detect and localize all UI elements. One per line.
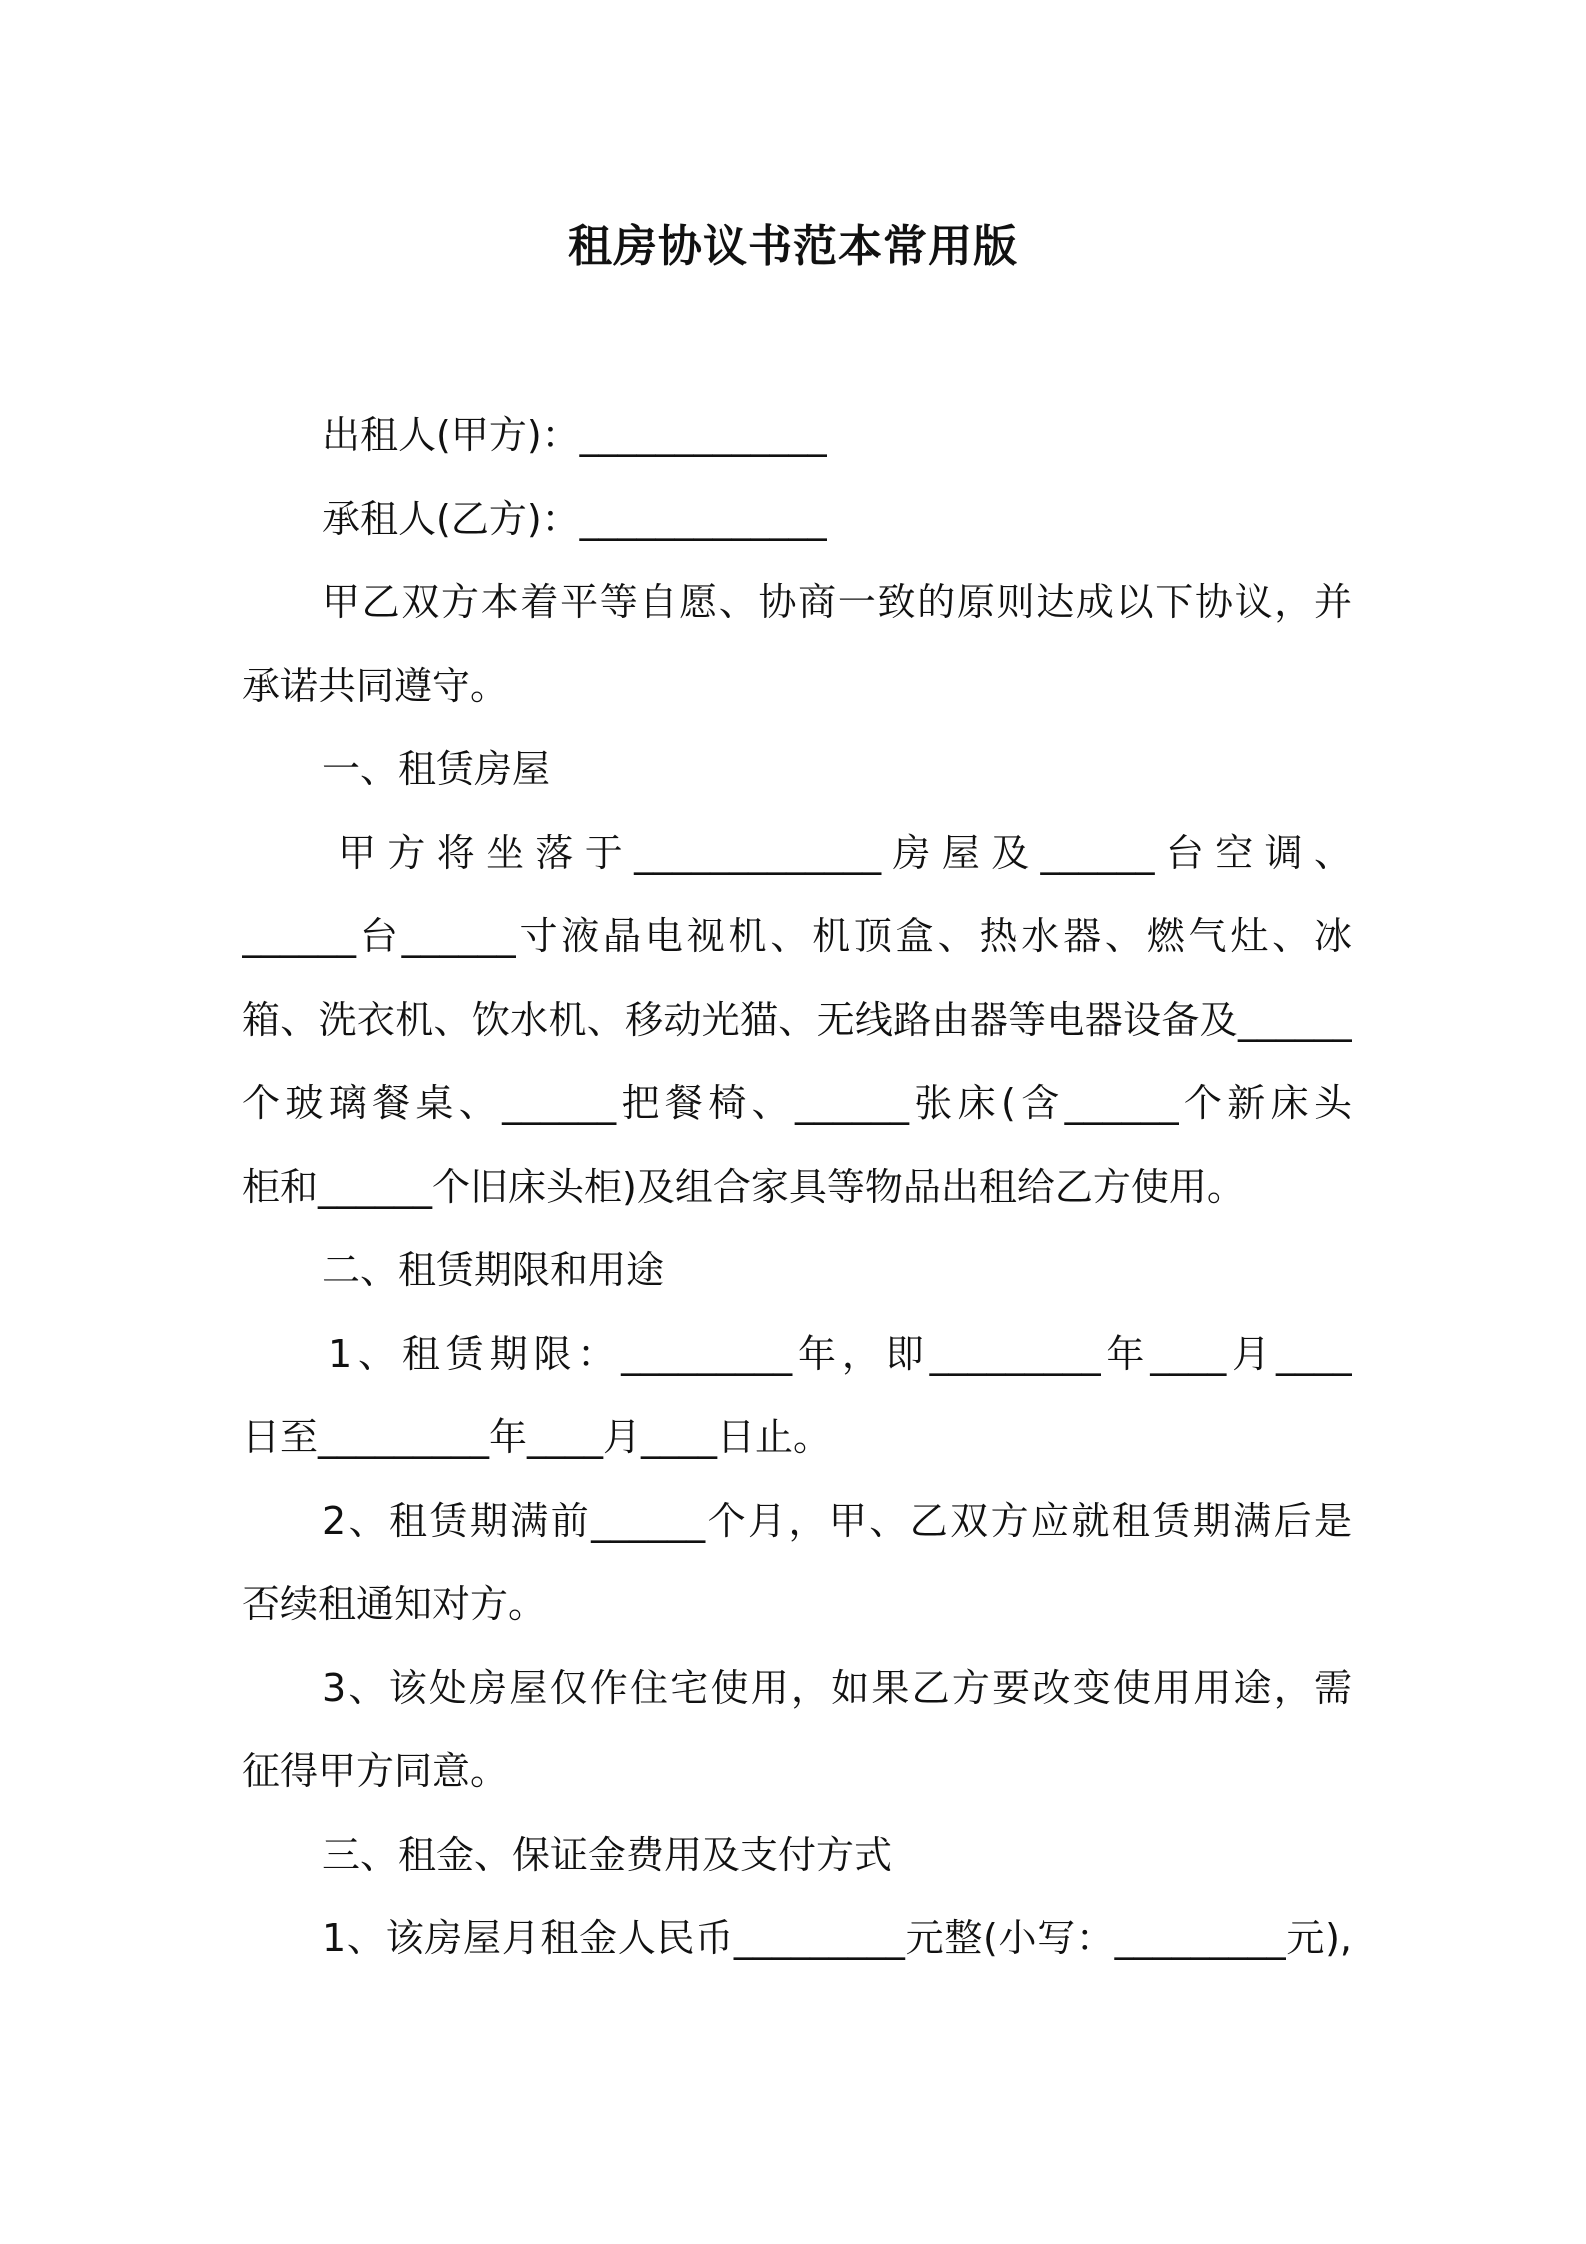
document-title: 租房协议书范本常用版 [568,221,1018,272]
paragraph-line: 日至_________年____月____日止。 [242,1415,832,1459]
paragraph-line: 征得甲方同意。 [242,1749,509,1793]
paragraph-line: 1、该房屋月租金人民币_________元整(小写：_________元), [322,1916,1352,1960]
paragraph-line: 3、该处房屋仅作住宅使用，如果乙方要改变使用用途，需 [322,1666,1352,1710]
paragraph-line: 承诺共同遵守。 [242,664,509,708]
paragraph-line: 箱、洗衣机、饮水机、移动光猫、无线路由器等电器设备及______ [242,998,1352,1042]
lessee-line: 承租人(乙方)：_____________ [322,497,827,541]
paragraph-line: 否续租通知对方。 [242,1582,547,1626]
paragraph-line: 2、租赁期满前______个月，甲、乙双方应就租赁期满后是 [322,1499,1352,1543]
paragraph-line: 柜和______个旧床头柜)及组合家具等物品出租给乙方使用。 [242,1165,1245,1209]
paragraph-line: 甲方将坐落于_____________房屋及______台空调、 [338,831,1352,875]
paragraph-line: ______台______寸液晶电视机、机顶盒、热水器、燃气灶、冰 [242,914,1352,958]
paragraph-line: 个玻璃餐桌、______把餐椅、______张床(含______个新床头 [242,1081,1352,1125]
lessor-line: 出租人(甲方)：_____________ [322,413,827,457]
paragraph-line: 1、租赁期限：_________年，即_________年____月____ [328,1332,1352,1376]
section-heading: 一、租赁房屋 [322,747,551,791]
section-heading: 二、租赁期限和用途 [322,1248,665,1292]
paragraph-line: 甲乙双方本着平等自愿、协商一致的原则达成以下协议，并 [322,580,1352,624]
section-heading: 三、租金、保证金费用及支付方式 [322,1833,893,1877]
